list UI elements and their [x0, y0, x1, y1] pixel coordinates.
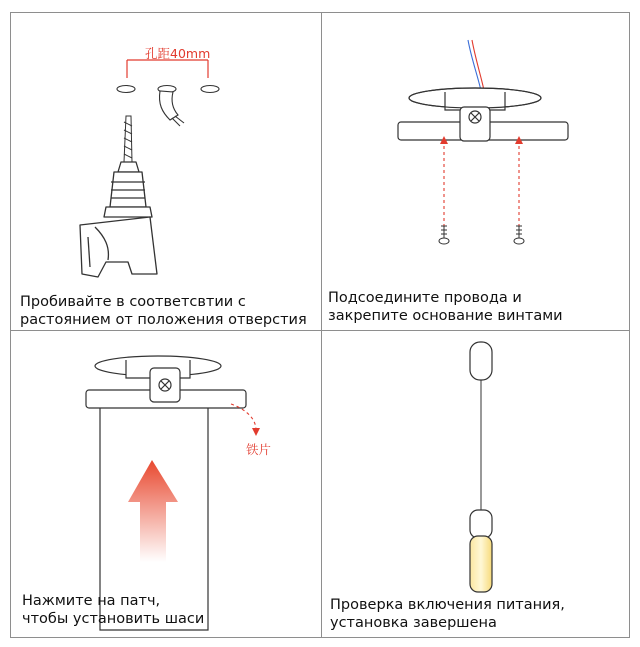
drill-illustration [10, 12, 320, 329]
panel-power-test [320, 330, 630, 638]
panel-drill-holes [10, 12, 320, 329]
caption-line-1: Нажмите на патч, [22, 593, 161, 609]
caption-line-2: растоянием от положения отверстия [20, 312, 307, 328]
pendant-lamp-illustration [320, 330, 630, 638]
lamp-head-icon [470, 510, 492, 592]
dimension-bracket [127, 60, 208, 78]
mounting-base-illustration [320, 12, 630, 329]
screw-direction-arrows [444, 140, 519, 227]
mounting-bracket-icon [398, 107, 568, 141]
mounting-bracket-icon [86, 368, 246, 408]
ceiling-hole-left [117, 86, 135, 93]
caption-line-1: Подсоедините провода и [328, 290, 522, 306]
caption-line-1: Проверка включения питания, [330, 597, 565, 613]
cable-icon [158, 86, 184, 127]
screw-icon-left [439, 226, 449, 244]
drill-bit-icon [124, 116, 132, 162]
panel-connect-wires [320, 12, 630, 329]
ceiling-canopy-icon [470, 342, 492, 380]
caption-line-2: чтобы установить шаси [22, 611, 205, 627]
hole-distance-label: 孔距40mm [145, 46, 211, 61]
screw-icon-right [514, 226, 524, 244]
ceiling-hole-right [201, 86, 219, 93]
caption-line-2: установка завершена [330, 615, 497, 631]
panel-install-body [10, 330, 320, 638]
metal-clip-label: 铁片 [246, 442, 272, 457]
caption-line-2: закрепите основание винтами [328, 308, 563, 324]
caption-line-1: Пробивайте в соответсвтии с [20, 294, 246, 310]
drill-icon [80, 162, 157, 277]
